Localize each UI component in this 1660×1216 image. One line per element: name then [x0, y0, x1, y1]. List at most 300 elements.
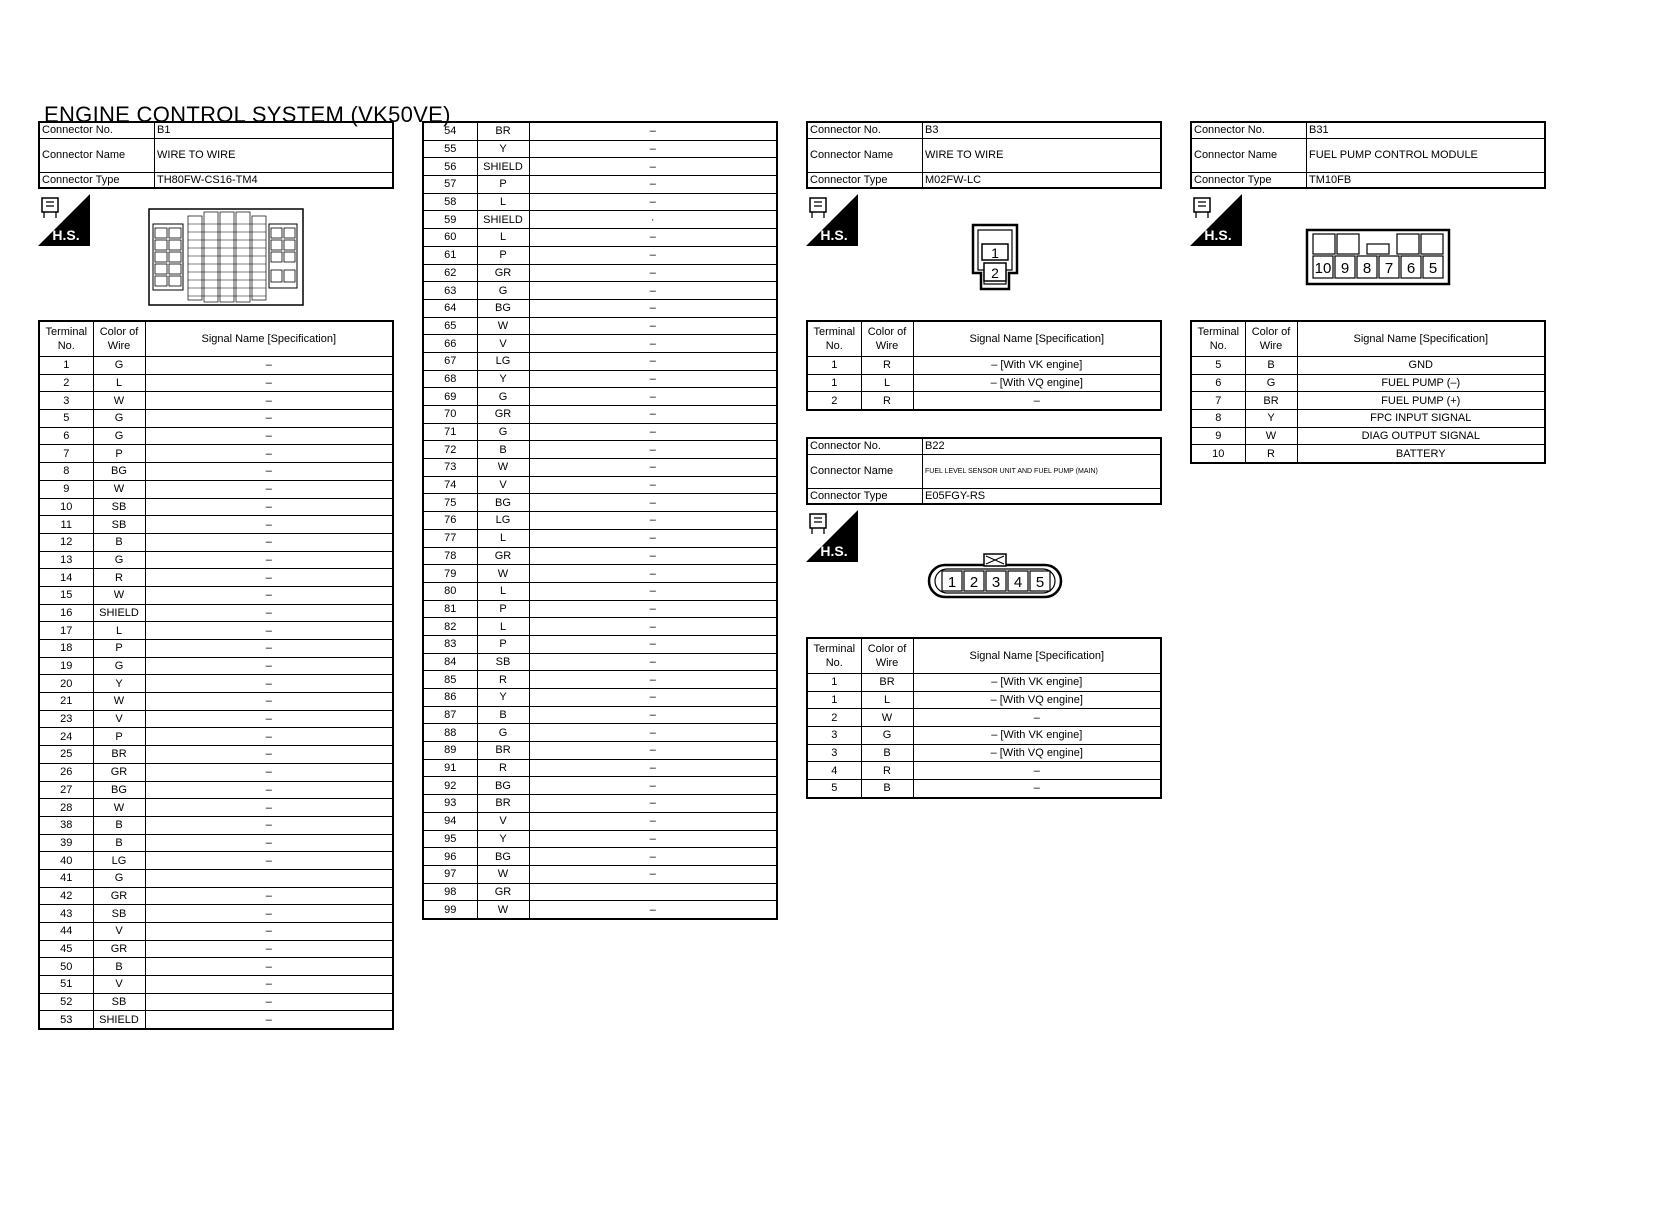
signal-name-cell: – [145, 551, 393, 569]
hs-label: H.S. [820, 543, 848, 559]
terminal-no-cell: 3 [807, 744, 861, 762]
connector-b3-header [806, 121, 1162, 189]
pin-label: 1 [947, 574, 957, 591]
wire-color-cell: B [93, 816, 145, 834]
terminal-no-cell: 2 [807, 392, 861, 410]
pin-label: 8 [1362, 260, 1372, 277]
table-row [1191, 445, 1545, 463]
wire-color-cell: SB [93, 905, 145, 923]
wire-color-cell: GR [93, 940, 145, 958]
table-row [39, 816, 393, 834]
signal-name-cell: – [529, 140, 777, 158]
table-row [423, 176, 777, 194]
wire-color-cell: B [477, 441, 529, 459]
signal-name-cell: – [529, 264, 777, 282]
signal-name-cell: – [145, 445, 393, 463]
terminal-no-cell: 41 [39, 869, 93, 887]
table-row [807, 780, 1161, 798]
wire-color-cell: BG [477, 494, 529, 512]
color-header: Color of Wire [861, 321, 913, 357]
terminal-no-cell: 85 [423, 671, 477, 689]
terminal-no-cell: 73 [423, 459, 477, 477]
terminal-no-cell: 65 [423, 317, 477, 335]
harness-side-icon [1190, 194, 1242, 246]
wire-color-cell: P [477, 600, 529, 618]
pin-label: 1 [991, 245, 999, 261]
signal-header: Signal Name [Specification] [1297, 321, 1545, 357]
wire-color-cell: B [93, 834, 145, 852]
wire-color-cell: W [1245, 427, 1297, 445]
terminal-no-cell: 21 [39, 693, 93, 711]
wire-color-cell: G [93, 869, 145, 887]
wire-color-cell: G [93, 357, 145, 375]
table-row [39, 993, 393, 1011]
signal-name-cell: – [529, 742, 777, 760]
table-row [423, 600, 777, 618]
terminal-no-cell: 80 [423, 582, 477, 600]
signal-name-cell: – [529, 848, 777, 866]
table-row [423, 423, 777, 441]
table-row [39, 604, 393, 622]
color-header: Color of Wire [93, 321, 145, 357]
signal-name-cell: – [529, 618, 777, 636]
table-row [39, 905, 393, 923]
terminal-no-cell: 3 [39, 392, 93, 410]
wire-color-cell: W [477, 901, 529, 919]
wire-color-cell: BG [477, 299, 529, 317]
terminal-no-cell: 70 [423, 406, 477, 424]
signal-name-cell: – [145, 622, 393, 640]
table-row [39, 869, 393, 887]
signal-name-cell: DIAG OUTPUT SIGNAL [1297, 427, 1545, 445]
terminal-no-cell: 99 [423, 901, 477, 919]
signal-name-cell: – [With VQ engine] [913, 374, 1161, 392]
signal-name-cell: – [529, 724, 777, 742]
signal-name-cell: – [145, 958, 393, 976]
signal-name-cell: – [145, 516, 393, 534]
table-row [39, 569, 393, 587]
wire-color-cell: Y [477, 370, 529, 388]
signal-name-cell: · [529, 211, 777, 229]
terminal-no-cell: 1 [807, 674, 861, 692]
signal-name-cell: – [145, 463, 393, 481]
terminal-no-cell: 25 [39, 746, 93, 764]
hs-label: H.S. [52, 227, 80, 243]
terminal-no-cell: 44 [39, 923, 93, 941]
wire-color-cell: G [93, 657, 145, 675]
signal-name-cell: – [145, 763, 393, 781]
terminal-no-cell: 12 [39, 533, 93, 551]
wire-color-cell: V [477, 476, 529, 494]
wire-color-cell: G [477, 724, 529, 742]
terminal-no-cell: 79 [423, 565, 477, 583]
wire-color-cell: G [93, 427, 145, 445]
signal-name-cell: – [145, 533, 393, 551]
terminal-no-cell: 60 [423, 229, 477, 247]
terminal-no-cell: 9 [1191, 427, 1245, 445]
terminal-no-cell: 92 [423, 777, 477, 795]
terminal-no-cell: 9 [39, 480, 93, 498]
terminal-table-b1-part1 [38, 320, 394, 1030]
pin-label: 6 [1406, 260, 1416, 277]
table-row [423, 317, 777, 335]
table-row [39, 410, 393, 428]
terminal-no-cell: 61 [423, 246, 477, 264]
signal-header: Signal Name [Specification] [145, 321, 393, 357]
terminal-no-cell: 18 [39, 640, 93, 658]
terminal-no-cell: 68 [423, 370, 477, 388]
table-row [423, 706, 777, 724]
table-row [39, 763, 393, 781]
harness-side-icon [38, 194, 90, 246]
wire-color-cell: B [861, 744, 913, 762]
table-row [39, 640, 393, 658]
table-row [423, 848, 777, 866]
signal-name-cell: – [145, 923, 393, 941]
signal-name-cell: – [145, 781, 393, 799]
terminal-no-cell: 42 [39, 887, 93, 905]
pin-label: 10 [1314, 260, 1332, 277]
signal-name-cell: – [145, 374, 393, 392]
terminal-no-cell: 14 [39, 569, 93, 587]
signal-name-cell: FPC INPUT SIGNAL [1297, 410, 1545, 428]
signal-name-cell: – [529, 812, 777, 830]
terminal-no-cell: 2 [807, 709, 861, 727]
table-row [39, 657, 393, 675]
wire-color-cell: L [477, 582, 529, 600]
signal-name-cell: – [145, 799, 393, 817]
harness-side-icon [806, 510, 858, 562]
wire-color-cell: W [861, 709, 913, 727]
wire-color-cell: R [477, 671, 529, 689]
terminal-no-cell: 51 [39, 976, 93, 994]
table-row [423, 742, 777, 760]
terminal-no-cell: 83 [423, 635, 477, 653]
table-row [39, 799, 393, 817]
signal-name-cell: – [529, 653, 777, 671]
color-header: Color of Wire [861, 638, 913, 674]
wire-color-cell: L [93, 622, 145, 640]
connector-b1-header [38, 121, 394, 189]
wire-color-cell: SHIELD [93, 604, 145, 622]
table-row [39, 852, 393, 870]
wire-color-cell: R [861, 762, 913, 780]
table-row [423, 122, 777, 140]
terminal-table-b31 [1190, 320, 1546, 464]
signal-name-cell: – [145, 498, 393, 516]
terminal-no-cell: 57 [423, 176, 477, 194]
signal-name-cell: – [145, 852, 393, 870]
signal-name-cell: – [145, 940, 393, 958]
table-row [39, 940, 393, 958]
signal-name-cell: BATTERY [1297, 445, 1545, 463]
wire-color-cell: G [477, 423, 529, 441]
signal-name-cell: – [529, 299, 777, 317]
signal-name-cell: – [529, 406, 777, 424]
wire-color-cell: BR [1245, 392, 1297, 410]
table-row [423, 370, 777, 388]
signal-header: Signal Name [Specification] [913, 638, 1161, 674]
wire-color-cell: BR [477, 795, 529, 813]
harness-side-icon [806, 194, 858, 246]
connector-no-label: Connector No. [1191, 122, 1307, 138]
wire-color-cell: BG [477, 777, 529, 795]
signal-name-cell: – [529, 565, 777, 583]
signal-name-cell: – [529, 370, 777, 388]
terminal-no-cell: 26 [39, 763, 93, 781]
terminal-no-cell: 4 [807, 762, 861, 780]
terminal-no-cell: 91 [423, 759, 477, 777]
wire-color-cell: W [477, 459, 529, 477]
table-row [1191, 410, 1545, 428]
wire-color-cell: BR [93, 746, 145, 764]
terminal-no-cell: 20 [39, 675, 93, 693]
connector-no-label: Connector No. [807, 122, 923, 138]
signal-name-cell: – [529, 671, 777, 689]
connector-name-value: FUEL PUMP CONTROL MODULE [1307, 138, 1546, 172]
wire-color-cell: V [477, 812, 529, 830]
connector-type-label: Connector Type [807, 488, 923, 504]
wire-color-cell: G [477, 388, 529, 406]
terminal-no-cell: 63 [423, 282, 477, 300]
pin-label: 2 [969, 574, 979, 591]
table-row [39, 357, 393, 375]
wire-color-cell: W [93, 693, 145, 711]
table-row [423, 140, 777, 158]
table-row [423, 812, 777, 830]
table-row [423, 582, 777, 600]
connector-name-label: Connector Name [39, 138, 155, 172]
wire-color-cell: GR [93, 887, 145, 905]
terminal-no-cell: 10 [39, 498, 93, 516]
table-row [39, 498, 393, 516]
table-row [423, 883, 777, 901]
table-row [39, 445, 393, 463]
wire-color-cell: W [93, 392, 145, 410]
signal-name-cell: – [529, 830, 777, 848]
terminal-no-cell: 55 [423, 140, 477, 158]
wire-color-cell: L [93, 374, 145, 392]
wire-color-cell: P [93, 445, 145, 463]
wire-color-cell: LG [477, 512, 529, 530]
signal-name-cell: FUEL PUMP (–) [1297, 374, 1545, 392]
terminal-no-cell: 59 [423, 211, 477, 229]
terminal-no-cell: 5 [807, 780, 861, 798]
signal-name-cell: – [529, 600, 777, 618]
table-row [1191, 427, 1545, 445]
wire-color-cell: L [477, 618, 529, 636]
wire-color-cell: Y [477, 689, 529, 707]
table-row [39, 427, 393, 445]
signal-name-cell: – [529, 512, 777, 530]
terminal-no-header: Terminal No. [807, 321, 861, 357]
connector-no-value: B22 [923, 438, 1162, 454]
signal-name-cell: – [529, 494, 777, 512]
wire-color-cell: LG [93, 852, 145, 870]
terminal-no-cell: 17 [39, 622, 93, 640]
wire-color-cell: SB [93, 993, 145, 1011]
signal-name-cell: – [145, 834, 393, 852]
terminal-no-cell: 7 [1191, 392, 1245, 410]
connector-type-label: Connector Type [807, 172, 923, 188]
terminal-no-cell: 39 [39, 834, 93, 852]
terminal-no-cell: 45 [39, 940, 93, 958]
wire-color-cell: P [477, 176, 529, 194]
wire-color-cell: SB [93, 516, 145, 534]
terminal-no-cell: 27 [39, 781, 93, 799]
terminal-no-cell: 71 [423, 423, 477, 441]
signal-name-cell: – [529, 423, 777, 441]
signal-name-cell: – [With VQ engine] [913, 744, 1161, 762]
connector-type-label: Connector Type [1191, 172, 1307, 188]
wire-color-cell: SHIELD [93, 1011, 145, 1029]
terminal-no-cell: 38 [39, 816, 93, 834]
signal-name-cell: – [145, 746, 393, 764]
signal-name-cell: – [529, 777, 777, 795]
connector-name-label: Connector Name [807, 138, 923, 172]
terminal-no-cell: 15 [39, 586, 93, 604]
wire-color-cell: W [93, 586, 145, 604]
signal-name-cell: – [529, 388, 777, 406]
table-row [39, 1011, 393, 1029]
terminal-no-cell: 62 [423, 264, 477, 282]
connector-b22-face [926, 550, 1066, 600]
wire-color-cell: B [1245, 357, 1297, 375]
wire-color-cell: L [861, 374, 913, 392]
signal-name-cell: – [529, 865, 777, 883]
table-row [39, 533, 393, 551]
terminal-no-cell: 24 [39, 728, 93, 746]
table-row [39, 374, 393, 392]
table-row [423, 759, 777, 777]
signal-name-cell: – [529, 193, 777, 211]
page-title: ENGINE CONTROL SYSTEM (VK50VE) [44, 102, 451, 127]
wire-color-cell: Y [93, 675, 145, 693]
table-row [423, 689, 777, 707]
table-row [807, 762, 1161, 780]
wire-color-cell: G [1245, 374, 1297, 392]
wire-color-cell: R [861, 392, 913, 410]
wire-color-cell: W [477, 317, 529, 335]
signal-name-cell: – [529, 582, 777, 600]
signal-name-cell: – [145, 569, 393, 587]
terminal-no-cell: 76 [423, 512, 477, 530]
terminal-no-cell: 96 [423, 848, 477, 866]
terminal-no-cell: 87 [423, 706, 477, 724]
wire-color-cell: GR [93, 763, 145, 781]
signal-name-cell: – [529, 689, 777, 707]
connector-b3-face [970, 222, 1020, 292]
connector-no-label: Connector No. [807, 438, 923, 454]
table-row [423, 565, 777, 583]
table-row [39, 675, 393, 693]
table-row [807, 709, 1161, 727]
table-row [39, 693, 393, 711]
wire-color-cell: R [477, 759, 529, 777]
signal-name-cell: – [145, 675, 393, 693]
wire-color-cell: GR [477, 883, 529, 901]
terminal-no-cell: 6 [39, 427, 93, 445]
wire-color-cell: LG [477, 352, 529, 370]
table-row [1191, 374, 1545, 392]
wire-color-cell: L [477, 229, 529, 247]
wire-color-cell: P [477, 246, 529, 264]
terminal-no-cell: 84 [423, 653, 477, 671]
table-row [423, 724, 777, 742]
terminal-no-cell: 1 [807, 374, 861, 392]
terminal-no-cell: 86 [423, 689, 477, 707]
wire-color-cell: G [477, 282, 529, 300]
wire-color-cell: BR [861, 674, 913, 692]
terminal-no-cell: 58 [423, 193, 477, 211]
terminal-no-cell: 16 [39, 604, 93, 622]
table-row [39, 480, 393, 498]
terminal-no-cell: 54 [423, 122, 477, 140]
wire-color-cell: G [93, 410, 145, 428]
table-row [39, 551, 393, 569]
wire-color-cell: Y [477, 830, 529, 848]
connector-type-value: TH80FW-CS16-TM4 [155, 172, 394, 188]
signal-name-cell: – [529, 901, 777, 919]
wire-color-cell: B [93, 958, 145, 976]
pin-label: 3 [991, 574, 1001, 591]
wire-color-cell: Y [477, 140, 529, 158]
signal-name-cell: – [145, 410, 393, 428]
signal-name-cell: – [With VK engine] [913, 357, 1161, 375]
signal-name-cell: – [145, 993, 393, 1011]
wire-color-cell: GR [477, 547, 529, 565]
connector-type-value: M02FW-LC [923, 172, 1162, 188]
table-row [423, 901, 777, 919]
wire-color-cell: W [93, 799, 145, 817]
terminal-no-cell: 1 [39, 357, 93, 375]
wire-color-cell: BR [477, 742, 529, 760]
pin-label: 9 [1340, 260, 1350, 277]
table-row [423, 547, 777, 565]
terminal-no-cell: 88 [423, 724, 477, 742]
signal-name-cell: – [913, 709, 1161, 727]
table-row [807, 691, 1161, 709]
connector-name-value: WIRE TO WIRE [923, 138, 1162, 172]
signal-name-cell: – [529, 352, 777, 370]
connector-no-label: Connector No. [39, 122, 155, 138]
signal-name-cell: – [913, 392, 1161, 410]
signal-name-cell: – [145, 657, 393, 675]
terminal-no-cell: 6 [1191, 374, 1245, 392]
signal-name-cell: – [145, 905, 393, 923]
connector-name-value: FUEL LEVEL SENSOR UNIT AND FUEL PUMP (MAIN) [923, 454, 1162, 488]
signal-name-cell: – [529, 317, 777, 335]
terminal-no-cell: 8 [1191, 410, 1245, 428]
wire-color-cell: Y [1245, 410, 1297, 428]
terminal-no-cell: 11 [39, 516, 93, 534]
table-row [39, 958, 393, 976]
pin-label: 2 [991, 265, 999, 281]
hs-label: H.S. [1204, 227, 1232, 243]
terminal-no-cell: 74 [423, 476, 477, 494]
table-row [423, 653, 777, 671]
terminal-no-cell: 5 [39, 410, 93, 428]
table-row [423, 282, 777, 300]
wire-color-cell: R [1245, 445, 1297, 463]
signal-name-cell: – [529, 459, 777, 477]
signal-name-cell [145, 869, 393, 887]
terminal-no-cell: 28 [39, 799, 93, 817]
connector-b1-face [148, 208, 304, 306]
signal-name-cell: – [529, 176, 777, 194]
wire-color-cell: L [477, 529, 529, 547]
table-row [423, 229, 777, 247]
